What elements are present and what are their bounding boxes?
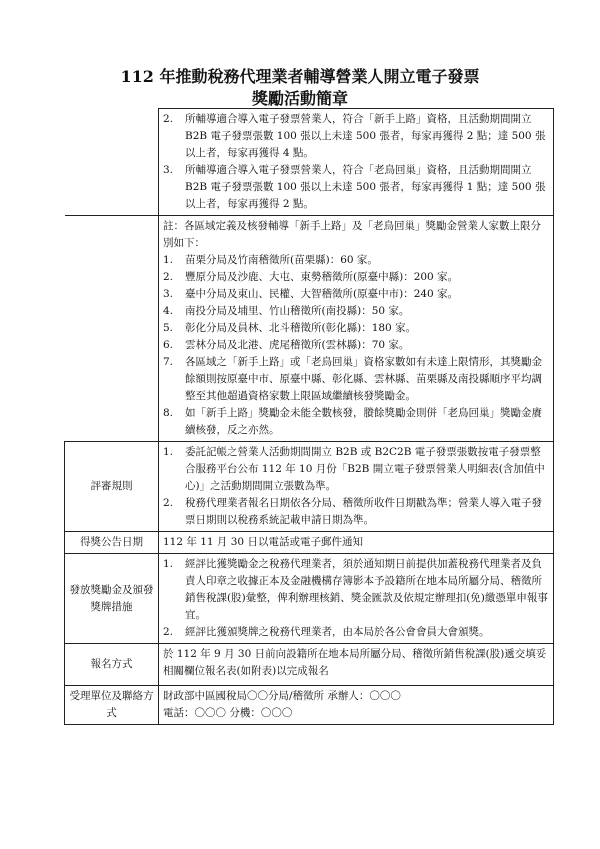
contact-phone: 電話：〇〇〇 分機：〇〇〇	[163, 707, 293, 719]
note-row	[65, 216, 554, 442]
award-measures-row	[65, 554, 554, 644]
list-item: 2. 所輔導適合導入電子發票營業人，符合「新手上路」資格，且活動期間開立 B2B 電子發票張數 100 張以上未達 500 張者，每家再獲得 2 點；達 500 張以上者，每家再獲得 4 點。	[163, 113, 546, 159]
note-intro: 註：各區域定義及核發輔導「新手上路」及「老鳥回巢」獎勵金營業人家數上限分別如下：	[163, 220, 541, 249]
document-subtitle: 獎勵活動簡章	[251, 89, 348, 108]
list-item: 2. 稅務代理業者報名日期依各分局、稽徵所收件日期戳為準；營業人導入電子發票日期則以稅務系統記載申請日期為準。	[163, 497, 542, 526]
row-label: 報名方式	[65, 644, 159, 686]
judging-rules-list	[163, 444, 549, 529]
row-value: 112 年 11 月 30 日以電話或電子郵件通知	[159, 532, 554, 554]
contact-row	[65, 686, 554, 725]
announcement-date-row	[65, 532, 554, 554]
list-item: 7. 各區域之「新手上路」或「老鳥回巢」資格家數如有未達上限情形，其獎勵金餘額則按原臺中市、原臺中縣、彰化縣、雲林縣、苗栗縣及南投縣順序平均調整至其他超過資格家數上限區域繼續核發獎勵金。	[163, 356, 542, 402]
registration-row	[65, 644, 554, 686]
row-label: 受理單位及聯絡方式	[65, 686, 159, 725]
row-value: 於 112 年 9 月 30 日前向設籍所在地本局所屬分局、稽徵所銷售稅課(股)遞交填妥相關欄位報名表(如附表)以完成報名	[159, 644, 554, 686]
row-label: 評審規則	[65, 442, 159, 532]
continuation-row	[65, 109, 554, 216]
judging-rules-row	[65, 442, 554, 532]
list-item: 2. 豐原分局及沙鹿、大屯、東勢稽徵所(原臺中縣)：200 家。	[163, 271, 459, 283]
award-measures-list	[163, 556, 549, 641]
list-item: 5. 彰化分局及員林、北斗稽徵所(彰化縣)：180 家。	[163, 322, 417, 334]
row-label: 得獎公告日期	[65, 532, 159, 554]
row-label: 發放獎勵金及頒發獎牌措施	[65, 554, 159, 644]
list-item: 4. 南投分局及埔里、竹山稽徵所(南投縣)：50 家。	[163, 305, 410, 317]
list-item: 3. 臺中分局及東山、民權、大智稽徵所(原臺中市)：240 家。	[163, 288, 459, 300]
list-item: 1. 委託記帳之營業人活動期間開立 B2B 或 B2C2B 電子發票張數按電子發票整合服務平台公布 112 年 10 月份「B2B 開立電子發票營業人明細表(含加值中心)」之活動期間開立張數為準。	[163, 446, 545, 492]
list-item: 1. 苗栗分局及竹南稽徵所(苗栗縣)：60 家。	[163, 254, 378, 266]
rules-table	[64, 108, 554, 725]
contact-office: 財政部中區國稅局〇〇分局/稽徵所 承辦人：〇〇〇	[163, 690, 401, 702]
list-item: 6. 雲林分局及北港、虎尾稽徵所(雲林縣)：70 家。	[163, 339, 410, 351]
list-item: 1. 經評比獲獎勵金之稅務代理業者，須於通知期日前提供加蓋稅務代理業者及負責人印章之收據正本及金融機構存簿影本予設籍所在地本局所屬分局、稽徵所銷售稅課(股)彙整，俾利辦理核銷、獎金匯款及依規定辦理扣(免)繳憑單申報事宜。	[163, 558, 548, 621]
note-list	[163, 252, 549, 439]
list-item: 8. 如「新手上路」獎勵金未能全數核發，賸餘獎勵金則併「老鳥回巢」獎勵金賡續核發，反之亦然。	[163, 407, 542, 436]
list-item: 3. 所輔導適合導入電子發票營業人，符合「老鳥回巢」資格，且活動期間開立 B2B 電子發票張數 100 張以上未達 500 張者，每家再獲得 1 點；達 500 張以上者，每家再獲得 2 點。	[163, 164, 546, 210]
list-item: 2. 經評比獲頒獎牌之稅務代理業者，由本局於各公會會員大會頒獎。	[163, 626, 490, 638]
continuation-list	[163, 111, 549, 213]
document-title: 112 年推動稅務代理業者輔導營業人開立電子發票	[120, 67, 480, 86]
